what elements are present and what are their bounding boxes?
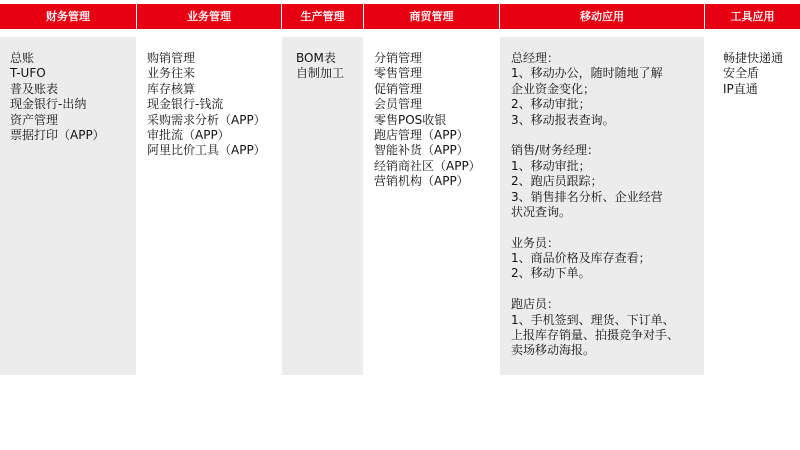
list-item: 2、移动下单。 bbox=[511, 266, 591, 281]
column-header-finance: 财务管理 bbox=[0, 4, 136, 29]
list-item: 库存核算 bbox=[147, 81, 196, 96]
list-item: 经销商社区（APP） bbox=[374, 158, 481, 173]
list-item: 业务往来 bbox=[147, 66, 196, 81]
column-body-business bbox=[137, 37, 281, 375]
list-item: 普及账表 bbox=[10, 81, 59, 96]
list-item: 审批流（APP） bbox=[147, 127, 230, 142]
role-heading: 业务员： bbox=[511, 235, 560, 250]
list-item: 现金银行-钱流 bbox=[147, 97, 224, 112]
list-item: 状况查询。 bbox=[511, 204, 572, 219]
list-item: 促销管理 bbox=[374, 81, 423, 96]
list-item: 分销管理 bbox=[374, 51, 423, 65]
list-item: 零售POS收银 bbox=[374, 112, 447, 127]
list-item: 安全盾 bbox=[723, 66, 760, 81]
list-item: 1、移动办公，随时随地了解 bbox=[511, 66, 663, 81]
column-production bbox=[282, 0, 363, 375]
column-business bbox=[137, 0, 281, 375]
list-item: 1、商品价格及库存查看； bbox=[511, 251, 651, 266]
list-item: 阿里比价工具（APP） bbox=[147, 143, 266, 158]
column-body-tools bbox=[705, 37, 800, 375]
column-mobile bbox=[500, 0, 704, 375]
list-item: 上报库存销量、拍摄竞争对手、 bbox=[511, 328, 680, 343]
list-item: 2、移动审批； bbox=[511, 97, 591, 112]
column-commerce bbox=[364, 0, 499, 375]
column-header-tools: 工具应用 bbox=[705, 4, 800, 29]
column-header-commerce: 商贸管理 bbox=[364, 4, 499, 29]
list-item: 3、销售排名分析、企业经营 bbox=[511, 189, 663, 204]
group-spacer bbox=[511, 220, 704, 235]
list-item: 企业资金变化； bbox=[511, 81, 596, 96]
column-finance bbox=[0, 0, 136, 375]
group-spacer bbox=[511, 282, 704, 297]
column-header-production: 生产管理 bbox=[282, 4, 363, 29]
list-item: 2、跑店员跟踪； bbox=[511, 174, 603, 189]
list-item: 1、手机签到、理货、下订单、 bbox=[511, 312, 675, 327]
role-heading: 跑店员： bbox=[511, 297, 560, 312]
column-header-business: 业务管理 bbox=[137, 4, 281, 29]
column-body-finance bbox=[0, 37, 136, 375]
list-item: 采购需求分析（APP） bbox=[147, 112, 266, 127]
role-heading: 销售/财务经理： bbox=[511, 143, 600, 158]
list-item: T-UFO bbox=[10, 66, 46, 81]
list-item: 总账 bbox=[10, 51, 35, 65]
list-item: 畅捷快递通 bbox=[723, 51, 784, 65]
list-item: 1、移动审批； bbox=[511, 158, 591, 173]
column-body-production bbox=[282, 37, 363, 375]
list-item: 资产管理 bbox=[10, 112, 59, 127]
column-body-mobile bbox=[500, 37, 704, 375]
role-heading: 总经理： bbox=[511, 51, 560, 65]
list-item: 卖场移动海报。 bbox=[511, 343, 596, 358]
list-item: 自制加工 bbox=[296, 66, 345, 81]
list-item: 跑店管理（APP） bbox=[374, 127, 469, 142]
list-item: 零售管理 bbox=[374, 66, 423, 81]
list-item: 智能补货（APP） bbox=[374, 143, 469, 158]
column-body-commerce bbox=[364, 37, 499, 375]
list-item: 营销机构（APP） bbox=[374, 174, 469, 189]
list-item: 票据打印（APP） bbox=[10, 127, 105, 142]
list-item: BOM表 bbox=[296, 51, 336, 65]
list-item: 会员管理 bbox=[374, 97, 423, 112]
list-item: 3、移动报表查询。 bbox=[511, 112, 615, 127]
list-item: 现金银行-出纳 bbox=[10, 97, 87, 112]
list-item: IP直通 bbox=[723, 81, 758, 96]
column-tools bbox=[705, 0, 800, 375]
group-spacer bbox=[511, 128, 704, 143]
list-item: 购销管理 bbox=[147, 51, 196, 65]
column-header-mobile: 移动应用 bbox=[500, 4, 704, 29]
